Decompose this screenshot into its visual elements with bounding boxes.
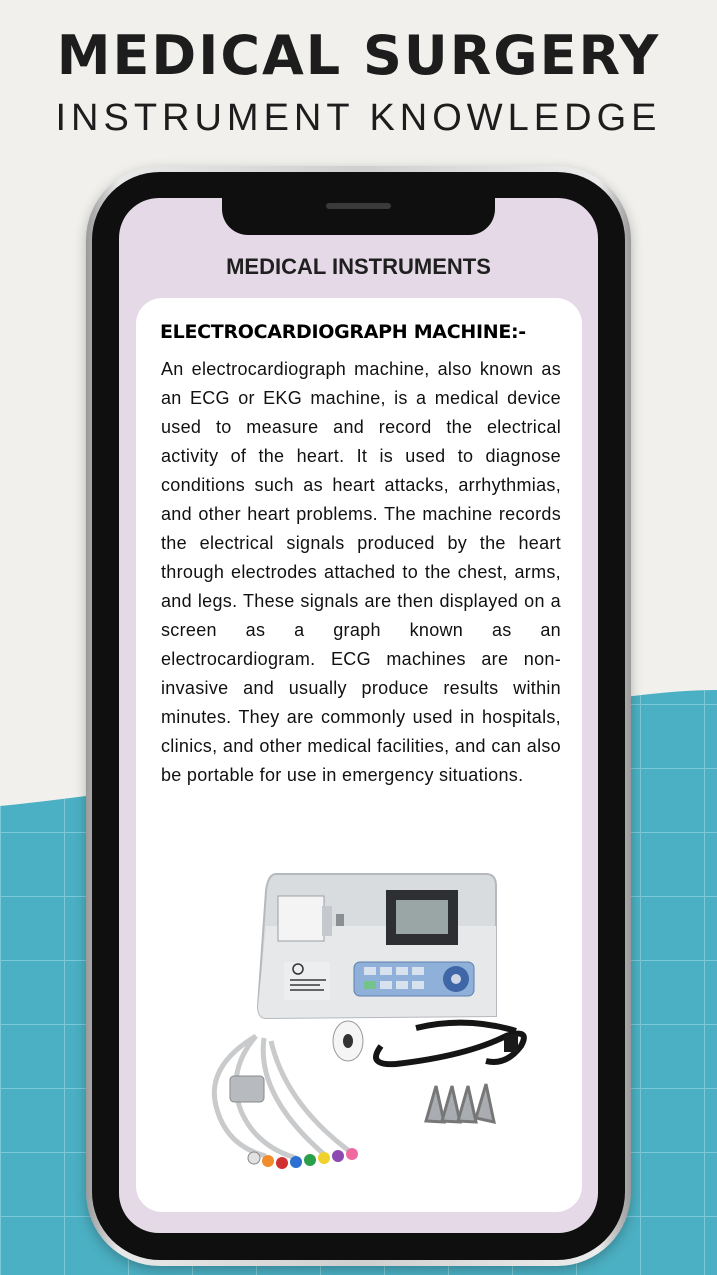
promo-subtitle: INSTRUMENT KNOWLEDGE xyxy=(55,97,662,139)
app-title: MEDICAL INSTRUMENTS xyxy=(226,254,491,279)
promo-title: MEDICAL SURGERY xyxy=(56,24,661,87)
speaker-icon xyxy=(326,203,391,209)
ecg-machine-illustration-icon xyxy=(186,866,531,1186)
article-body: An electrocardiograph machine, also known as an ECG or EKG machine, is a medical device used to measure and record the electrical activity of the heart. It is used to diagnose conditions such as heart attacks, arrhythmias, and other heart problems. The machine records the electrical signals produced by the heart through electrodes attached to the chest, arms, and legs. These signals are then displayed on a screen as a graph known as an electrocardiogram. ECG machines are non-invasive and usually produce results within minutes. They are commonly used in hospitals, clinics, and other medical facilities, and can also be portable for use in emergency situations. xyxy=(161,359,561,785)
article-heading: ELECTROCARDIOGRAPH MACHINE:- xyxy=(160,321,526,343)
